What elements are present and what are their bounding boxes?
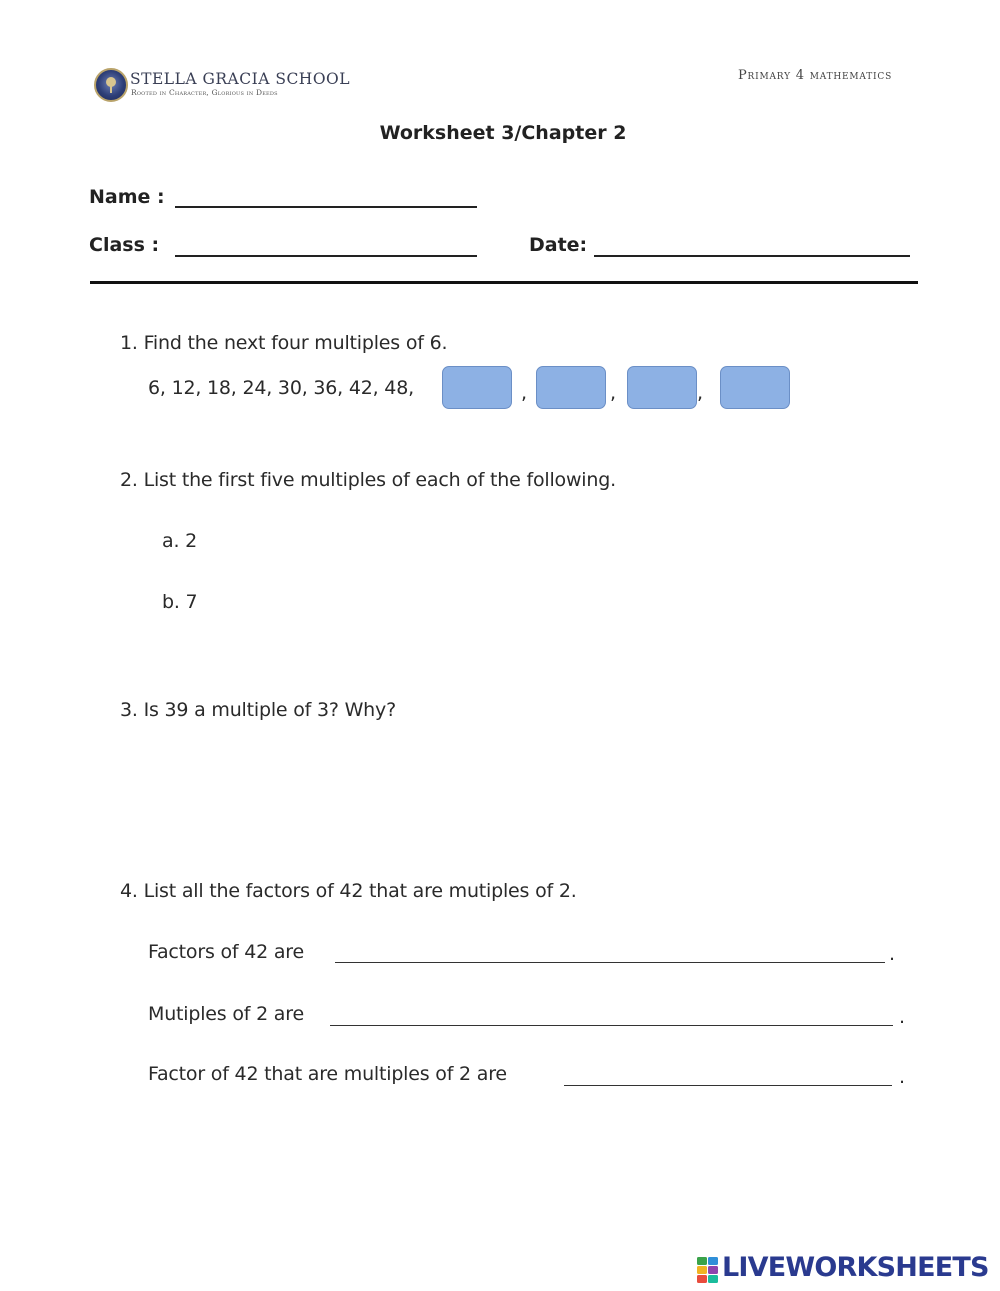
name-line <box>175 206 477 208</box>
question-4-prompt: 4. List all the factors of 42 that are mutiples of 2. <box>120 880 577 902</box>
class-line <box>175 255 477 257</box>
school-name: STELLA GRACIA SCHOOL <box>130 70 351 88</box>
question-1-sequence: 6, 12, 18, 24, 30, 36, 42, 48, <box>148 377 414 399</box>
question-2-part-a: a. 2 <box>162 530 198 552</box>
answer-separator: , <box>610 382 616 404</box>
question-2-prompt: 2. List the first five multiples of each of the following. <box>120 469 616 491</box>
date-label: Date: <box>529 234 588 256</box>
answer-separator: , <box>521 382 527 404</box>
line-end-period: . <box>889 943 895 965</box>
answer-box-2[interactable] <box>536 366 606 409</box>
subject-label: Primary 4 mathematics <box>738 68 893 83</box>
school-logo-icon <box>94 68 128 102</box>
question-4-answer-line-1 <box>335 962 885 963</box>
line-end-period: . <box>899 1006 905 1028</box>
header-divider <box>90 281 918 284</box>
answer-box-3[interactable] <box>627 366 697 409</box>
class-label: Class : <box>89 234 160 256</box>
question-3-prompt: 3. Is 39 a multiple of 3? Why? <box>120 699 396 721</box>
worksheet-title: Worksheet 3/Chapter 2 <box>379 122 627 144</box>
question-1-prompt: 1. Find the next four multiples of 6. <box>120 332 448 354</box>
name-label: Name : <box>89 186 165 208</box>
question-2-part-b: b. 7 <box>162 591 198 613</box>
school-tagline: Rooted in Character, Glorious in Deeds <box>131 88 278 97</box>
answer-box-1[interactable] <box>442 366 512 409</box>
liveworksheets-logo-icon <box>697 1257 719 1283</box>
liveworksheets-brand[interactable]: LIVEWORKSHEETS <box>722 1252 989 1283</box>
question-4-line-3-label: Factor of 42 that are multiples of 2 are <box>148 1063 507 1085</box>
question-4-answer-line-3 <box>564 1085 892 1086</box>
date-line <box>594 255 910 257</box>
question-4-line-2-label: Mutiples of 2 are <box>148 1003 304 1025</box>
answer-separator: , <box>697 382 703 404</box>
line-end-period: . <box>899 1066 905 1088</box>
question-4-answer-line-2 <box>330 1025 893 1026</box>
answer-box-4[interactable] <box>720 366 790 409</box>
question-4-line-1-label: Factors of 42 are <box>148 941 304 963</box>
